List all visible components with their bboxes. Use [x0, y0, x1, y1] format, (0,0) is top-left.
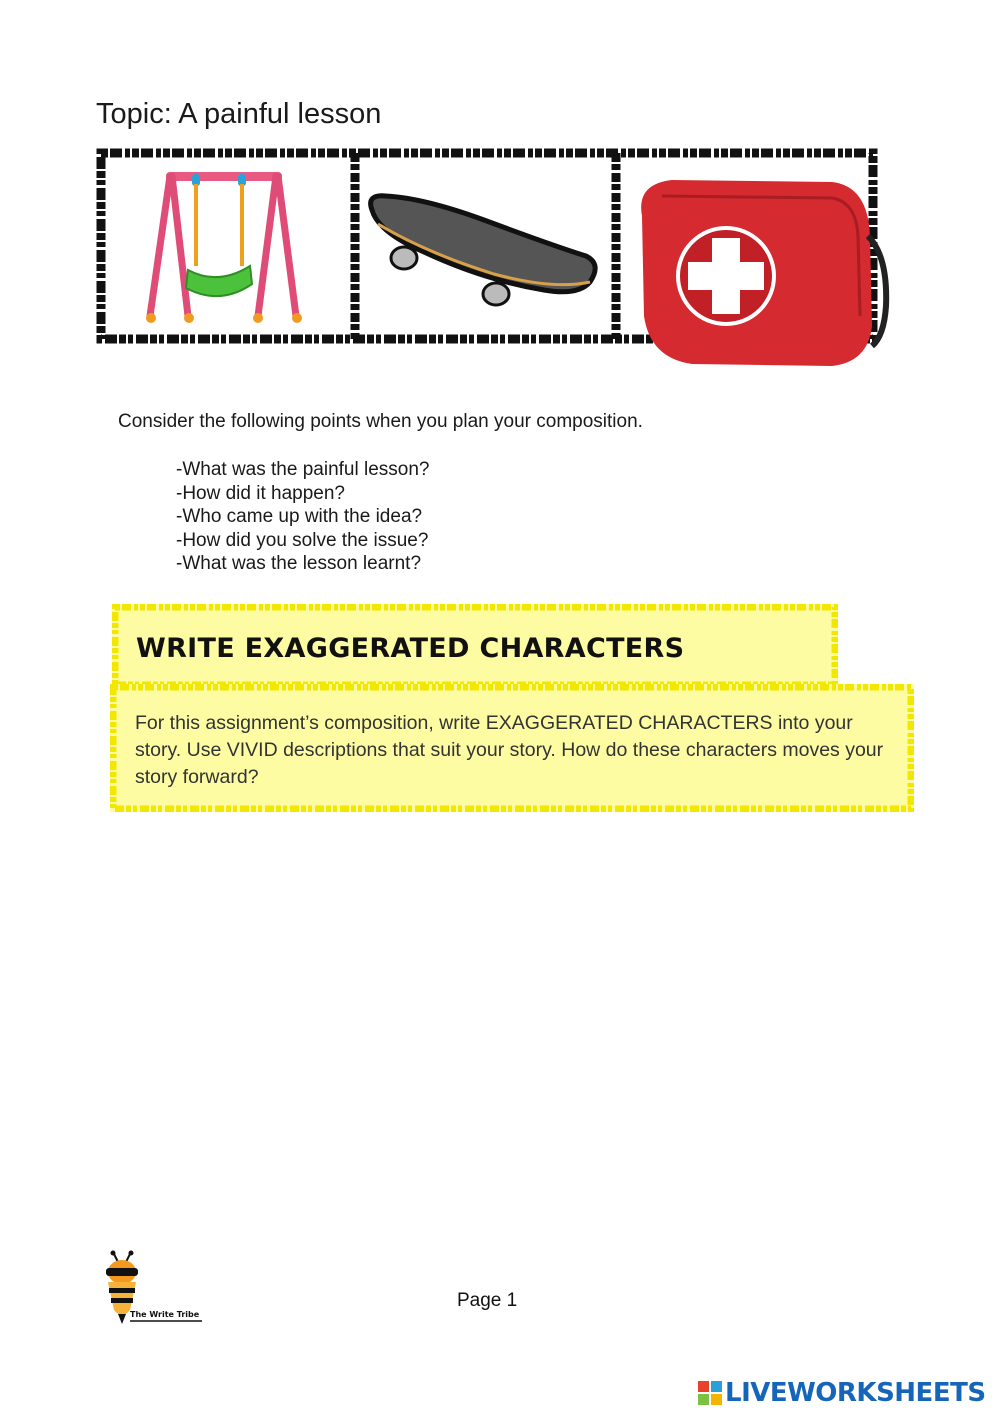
notice-title: WRITE EXAGGERATED CHARACTERS [136, 633, 685, 664]
instructions-text: Consider the following points when you plan your composition. [118, 411, 643, 432]
liveworksheets-watermark [698, 1376, 986, 1410]
page-number: Page 1 [457, 1290, 518, 1311]
skateboard-icon [364, 190, 604, 310]
question-item: -What was the lesson learnt? [176, 553, 422, 575]
notice-header-box [112, 604, 838, 688]
question-item: -How did it happen? [176, 482, 345, 504]
svg-text:The Write Tribe: The Write Tribe [130, 1310, 200, 1319]
notice-body-text: For this assignment’s composition, write EXAGGERATED CHARACTERS into your story. Use VIVID descriptions that suit your story. How do these characters moves your story forward? [135, 712, 884, 788]
swing-icon [140, 166, 300, 336]
picture-strip [96, 148, 878, 344]
question-list [176, 458, 429, 576]
write-tribe-logo [98, 1250, 208, 1328]
page-title: Topic: A painful lesson [96, 98, 382, 130]
liveworksheets-logo-icon [698, 1381, 722, 1405]
bee-logo-icon [98, 1250, 208, 1328]
first-aid-kit-icon [632, 176, 892, 376]
question-item: -What was the painful lesson? [176, 459, 430, 480]
question-item: -How did you solve the issue? [176, 529, 429, 551]
question-item: -Who came up with the idea? [176, 506, 423, 528]
notice-body-box [110, 684, 914, 812]
watermark-text: LIVEWORKSHEETS [725, 1378, 986, 1408]
